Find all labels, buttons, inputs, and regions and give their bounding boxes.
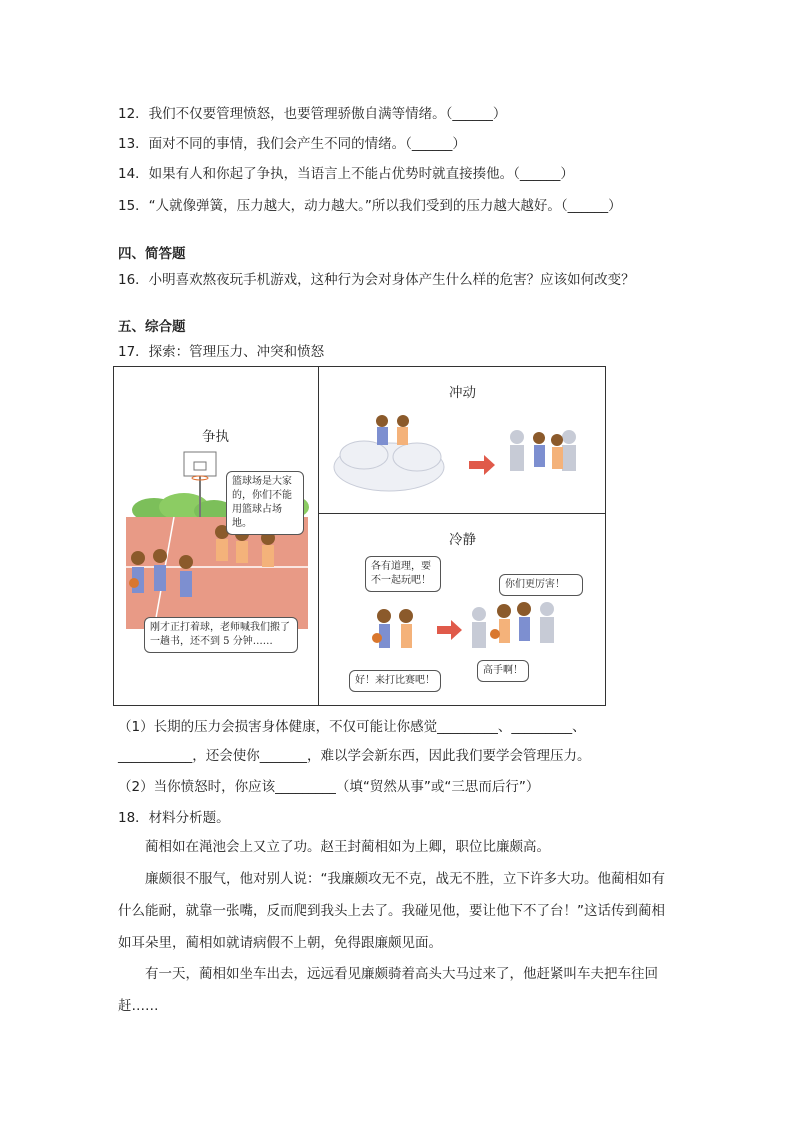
panel-impulse — [319, 367, 605, 514]
section-5-heading: 五、综合题 — [118, 319, 186, 335]
question-18-title: 18．材料分析题。 — [118, 810, 230, 826]
panel-calm-title: 冷静 — [449, 532, 476, 548]
illustration-figure — [113, 366, 606, 706]
question-14: 14．如果有人和你起了争执，当语言上不能占优势时就直接揍他。（______） — [118, 166, 574, 182]
calm-speech-bubble-2: 你们更厉害！ — [499, 574, 583, 596]
question-17-part-1-line-2: ___________，还会使你_______，难以学会新东西，因此我们要学会管理压力。 — [118, 748, 591, 764]
question-12: 12．我们不仅要管理愤怒，也要管理骄傲自满等情绪。（______） — [118, 106, 507, 122]
calm-speech-bubble-3: 高手啊！ — [477, 660, 529, 682]
material-paragraph-3: 有一天，蔺相如坐车出去，远远看见廉颇骑着高头大马过来了，他赶紧叫车夫把车往回赶…… — [118, 966, 658, 1014]
question-16: 16．小明喜欢熬夜玩手机游戏，这种行为会对身体产生什么样的危害？应该如何改变？ — [118, 272, 635, 288]
question-17-part-1-line-1: （1）长期的压力会损害身体健康，不仅可能让你感觉_________、_________、 — [118, 719, 586, 735]
question-17: 17．探索：管理压力、冲突和愤怒 — [118, 344, 325, 360]
panel-argue-title: 争执 — [202, 429, 229, 445]
question-13: 13．面对不同的事情，我们会产生不同的情绪。（______） — [118, 136, 466, 152]
basketball-court-illustration — [114, 367, 319, 705]
argue-speech-bubble-1: 篮球场是大家的，你们不能用篮球占场地。 — [226, 471, 304, 535]
question-15: 15．“人就像弹簧，压力越大，动力越大。”所以我们受到的压力越大越好。（______） — [118, 198, 622, 214]
calm-speech-bubble-4: 好！来打比赛吧！ — [349, 670, 441, 692]
question-17-part-2: （2）当你愤怒时，你应该_________（填“贸然从事”或“三思而后行”） — [118, 779, 540, 795]
panel-calm — [319, 514, 605, 705]
panel-argue — [114, 367, 319, 705]
fighting-illustration — [319, 367, 605, 514]
material-paragraph-1: 蔺相如在渑池会上又立了功。赵王封蔺相如为上卿，职位比廉颇高。 — [145, 839, 550, 855]
material-paragraph-2: 廉颇很不服气，他对别人说：“我廉颇攻无不克，战无不胜，立下许多大功。他蔺相如有什么能耐，就靠一张嘴，反而爬到我头上去了。我碰见他，要让他下不了台！”这话传到蔺相如耳朵里，蔺相如就请病假不上朝，免得跟廉颇见面。 — [118, 871, 665, 951]
section-4-heading: 四、简答题 — [118, 246, 186, 262]
argue-speech-bubble-2: 刚才正打着球，老师喊我们搬了一趟书，还不到 5 分钟…… — [144, 617, 298, 653]
panel-impulse-title: 冲动 — [449, 385, 476, 401]
calm-speech-bubble-1: 各有道理，要不一起玩吧！ — [365, 556, 441, 592]
